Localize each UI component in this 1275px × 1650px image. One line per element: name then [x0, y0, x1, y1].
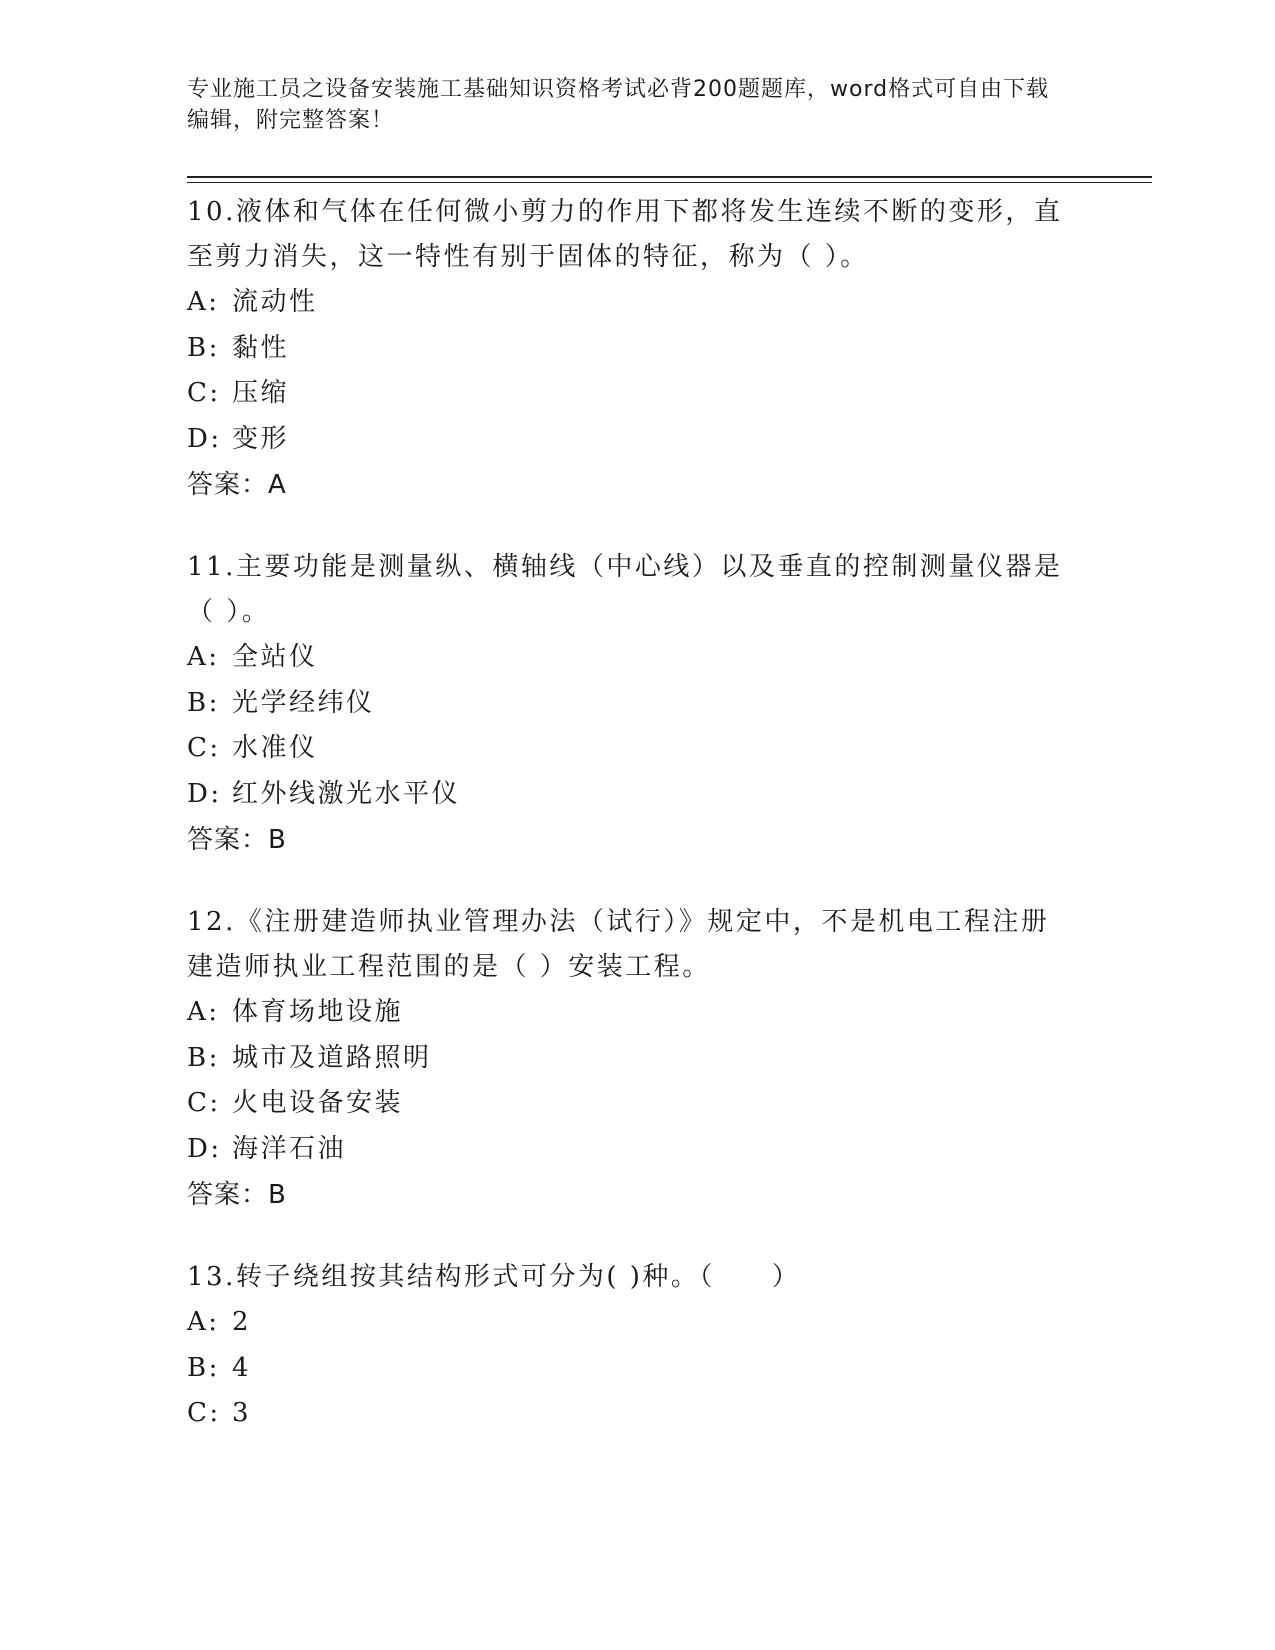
option-letter: B: [187, 1042, 220, 1073]
option-letter: C: [187, 1088, 221, 1118]
header-divider-thin [187, 182, 1152, 183]
option-text: 城市及道路照明 [232, 1042, 432, 1073]
option-letter: D: [187, 423, 222, 454]
document-header: 专业施工员之设备安装施工基础知识资格考试必背200题题库，word格式可自由下载编辑，附完整答案！ [187, 77, 1050, 133]
option-d [187, 417, 1077, 463]
option-c [187, 371, 1077, 417]
option-letter: D: [187, 1133, 222, 1164]
option-a [187, 1300, 1077, 1346]
question-text: 11.主要功能是测量纵、横轴线（中心线）以及垂直的控制测量仪器是（ ）。 [187, 552, 1063, 627]
option-text: 海洋石油 [232, 1133, 347, 1164]
option-letter: A: [187, 642, 220, 672]
option-text: 火电设备安装 [232, 1088, 404, 1118]
question-text: 10.液体和气体在任何微小剪力的作用下都将发生连续不断的变形，直至剪力消失，这一特性有别于固体的特征，称为（ ）。 [187, 197, 1063, 272]
option-letter: D: [187, 778, 222, 809]
option-text: 3 [232, 1398, 252, 1428]
question-text: 13.转子绕组按其结构形式可分为( )种。（ ） [187, 1262, 801, 1292]
option-text: 压缩 [232, 378, 290, 408]
option-letter: B: [187, 687, 220, 718]
option-text: 光学经纬仪 [232, 687, 375, 718]
option-letter: C: [187, 1398, 221, 1428]
option-d [187, 1127, 1077, 1173]
option-letter: A: [187, 287, 220, 317]
option-a [187, 990, 1077, 1036]
option-b [187, 1036, 1077, 1082]
option-letter: C: [187, 378, 221, 408]
answer-line: 答案：B [187, 825, 287, 855]
option-letter: A: [187, 1307, 220, 1337]
option-c [187, 1081, 1077, 1127]
option-letter: A: [187, 997, 220, 1027]
option-text: 水准仪 [232, 733, 318, 763]
option-b [187, 326, 1077, 372]
option-text: 变形 [232, 423, 290, 454]
option-text: 红外线激光水平仪 [232, 778, 461, 809]
option-c [187, 726, 1077, 772]
option-d [187, 772, 1077, 818]
question-text: 12.《注册建造师执业管理办法（试行）》规定中，不是机电工程注册建造师执业工程范围的是（ ）安装工程。 [187, 907, 1050, 982]
option-letter: B: [187, 332, 220, 363]
option-text: 黏性 [232, 332, 290, 363]
option-b [187, 1346, 1077, 1392]
question-11 [187, 545, 1077, 863]
option-letter: B: [187, 1352, 220, 1383]
header-divider-thick [187, 176, 1152, 178]
option-letter: C: [187, 733, 221, 763]
option-a [187, 280, 1077, 326]
option-text: 体育场地设施 [232, 997, 404, 1027]
option-text: 4 [232, 1352, 252, 1383]
option-b [187, 681, 1077, 727]
question-13 [187, 1255, 1077, 1437]
option-c [187, 1391, 1077, 1437]
question-10 [187, 190, 1077, 508]
option-text: 全站仪 [232, 642, 318, 672]
option-text: 流动性 [232, 287, 318, 317]
question-12 [187, 900, 1077, 1218]
option-a [187, 635, 1077, 681]
answer-line: 答案：A [187, 470, 287, 500]
option-text: 2 [232, 1307, 252, 1337]
answer-line: 答案：B [187, 1180, 287, 1210]
question-list [187, 190, 1077, 1474]
